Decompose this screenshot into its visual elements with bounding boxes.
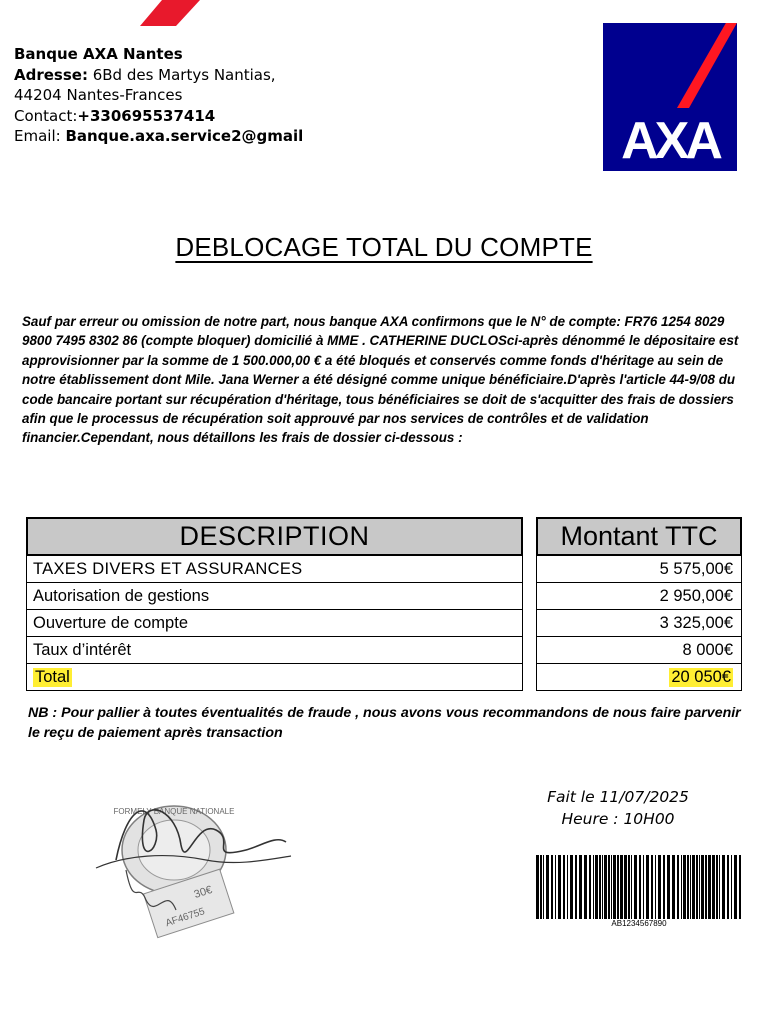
barcode-bar xyxy=(608,855,610,919)
barcode-bar xyxy=(739,855,741,919)
barcode-bar xyxy=(734,855,737,919)
barcode-bar xyxy=(540,855,542,919)
table-row: Autorisation de gestions xyxy=(26,583,523,610)
barcode-bar xyxy=(708,855,711,919)
contact-label: Contact: xyxy=(14,106,78,125)
total-amount: 20 050€ xyxy=(671,667,731,686)
barcode-bar xyxy=(558,855,561,919)
date-line: Fait le 11/07/2025 xyxy=(547,788,689,806)
bank-name: Banque AXA Nantes xyxy=(14,45,183,63)
contact-value: +330695537414 xyxy=(77,106,216,125)
barcode-bar xyxy=(536,855,539,919)
barcode-bar xyxy=(628,855,630,919)
table-row: Ouverture de compte xyxy=(26,610,523,637)
barcode-bar xyxy=(595,855,598,919)
barcode-bar xyxy=(701,855,704,919)
barcode-number: AB1234567890 xyxy=(611,919,667,928)
table-cell-total-amount xyxy=(536,664,742,691)
barcode-bar xyxy=(620,855,623,919)
barcode-bar xyxy=(602,855,603,919)
top-red-stripe xyxy=(140,0,200,26)
barcode-bar xyxy=(567,855,568,919)
bank-contact xyxy=(14,106,303,127)
stamp-text: FORMELY BANQUE NATIONALE xyxy=(113,807,235,816)
barcode-bar xyxy=(705,855,707,919)
barcode-bar xyxy=(646,855,649,919)
barcode-bar xyxy=(731,855,732,919)
table-cell-amount: 2 950,00€ xyxy=(536,583,742,610)
date-time-block xyxy=(538,786,698,830)
barcode-bar xyxy=(613,855,616,919)
body-paragraph xyxy=(22,312,746,448)
table-header-amount: Montant TTC xyxy=(536,517,742,556)
barcode-bar xyxy=(692,855,695,919)
barcode-bar xyxy=(593,855,594,919)
barcode-bar xyxy=(681,855,682,919)
table-cell-amount: 8 000€ xyxy=(536,637,742,664)
barcode-bar xyxy=(699,855,700,919)
barcode-bar xyxy=(658,855,661,919)
fees-table-amount-column xyxy=(536,517,742,691)
table-cell-amount: 3 325,00€ xyxy=(536,610,742,637)
barcode-bar xyxy=(584,855,587,919)
barcode-bar xyxy=(677,855,679,919)
barcode-bar xyxy=(655,855,656,919)
barcode-bar xyxy=(712,855,715,919)
document-title xyxy=(0,232,768,263)
barcode-bar xyxy=(546,855,549,919)
address-value: 6Bd des Martys Nantias, xyxy=(87,65,276,84)
barcode-bar xyxy=(624,855,627,919)
table-row-total xyxy=(26,664,523,691)
barcode-bar xyxy=(719,855,720,919)
address-label: Adresse: xyxy=(14,65,88,84)
bank-address-line1 xyxy=(14,65,303,86)
barcode-bar xyxy=(687,855,689,919)
nb-note: NB : Pour pallier à toutes éventualités de fraude , nous avons vous recommandons de nous faire parvenir le reçu de paiement après transaction xyxy=(28,705,741,741)
stamp-code: AF46755 xyxy=(164,906,207,930)
axa-logo-text: AXA xyxy=(621,112,719,170)
stamp-value: 30€ xyxy=(192,883,214,901)
barcode-bar xyxy=(643,855,644,919)
barcode-bar xyxy=(604,855,607,919)
table-header-description: DESCRIPTION xyxy=(26,517,523,556)
barcode-bar xyxy=(617,855,619,919)
barcode-bar xyxy=(672,855,675,919)
barcode-bar xyxy=(555,855,556,919)
barcode-bar xyxy=(551,855,553,919)
barcode-bar xyxy=(683,855,686,919)
stamp-and-signature xyxy=(86,790,296,940)
barcode-bar xyxy=(722,855,725,919)
bank-address-line2: 44204 Nantes-Frances xyxy=(14,86,183,104)
time-line: Heure : 10H00 xyxy=(561,810,675,828)
barcode-bars xyxy=(536,855,742,919)
barcode xyxy=(536,855,742,919)
document-title-text: DEBLOCAGE TOTAL DU COMPTE xyxy=(175,232,593,262)
barcode-bar xyxy=(690,855,691,919)
barcode-bar xyxy=(696,855,698,919)
barcode-bar xyxy=(563,855,565,919)
bank-email xyxy=(14,126,303,147)
barcode-bar xyxy=(599,855,601,919)
barcode-bar xyxy=(634,855,637,919)
barcode-bar xyxy=(589,855,591,919)
email-label: Email: xyxy=(14,127,66,145)
barcode-bar xyxy=(570,855,573,919)
body-paragraph-text: Sauf par erreur ou omission de notre part, nous banque AXA confirmons que le N° de compte: FR76 1254 8029 9800 7495 8302 86 (compte bloquer) domicilié à MME . CATHERINE DUCLOSci-après dénommé le dépositaire est approvisionner par la somme de 1 500.000,00 € a été bloqués et conservés comme fonds d'héritage au sein de notre établissement dont Mile. Jana Werner a été désigné comme unique bénéficiaire.D'après l'article 44-9/08 du code bancaire portant sur récupération d'héritage, tous bénéficiaires se doit de s'acquitter des frais de dossiers afin que le processus de récupération soit approuvé par nos services de contrôles et de validation financier.Cependant, nous détaillons les frais de dossier ci-dessous : xyxy=(22,314,739,446)
barcode-bar xyxy=(543,855,544,919)
total-label: Total xyxy=(35,667,70,686)
email-value: Banque.axa.service2@gmail xyxy=(65,127,304,145)
barcode-bar xyxy=(667,855,670,919)
bank-address-block xyxy=(14,44,303,147)
barcode-bar xyxy=(663,855,665,919)
table-row: TAXES DIVERS ET ASSURANCES xyxy=(26,556,523,583)
barcode-bar xyxy=(651,855,653,919)
barcode-bar xyxy=(716,855,718,919)
fees-table-description-column xyxy=(26,517,523,691)
barcode-bar xyxy=(639,855,641,919)
table-cell-amount: 5 575,00€ xyxy=(536,556,742,583)
barcode-bar xyxy=(575,855,577,919)
table-row: Taux d’intérêt xyxy=(26,637,523,664)
axa-logo xyxy=(603,23,737,171)
barcode-bar xyxy=(579,855,582,919)
barcode-bar xyxy=(611,855,612,919)
barcode-bar xyxy=(631,855,632,919)
barcode-bar xyxy=(727,855,729,919)
